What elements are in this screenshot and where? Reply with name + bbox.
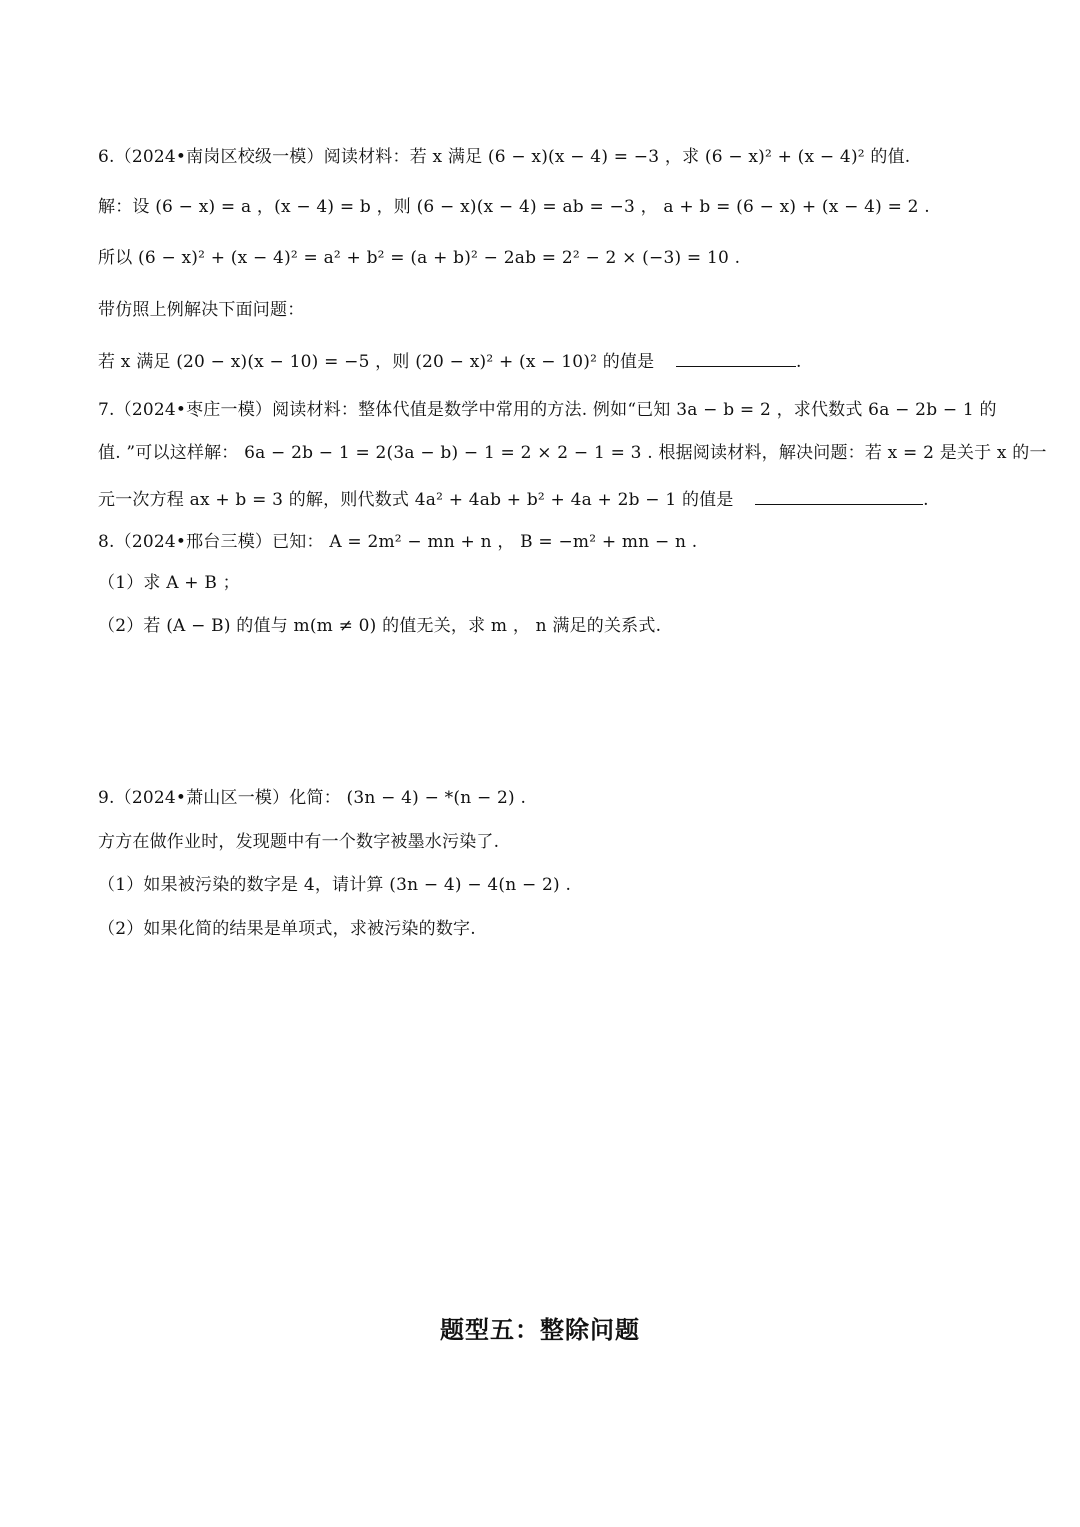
q7-line2: 值. ”可以这样解： 6a − 2b − 1 = 2(3a − b) − 1 = 2 × 2 − 1 = 3 . 根据阅读材料，解决问题：若 x = 2 是关于 x 的一 bbox=[98, 443, 1047, 463]
q8-part1: （1）求 A + B ； bbox=[98, 573, 240, 593]
q7-line3-wrap bbox=[98, 486, 984, 512]
section-title: 题型五：整除问题 bbox=[440, 1316, 640, 1344]
q6-therefore: 所以 (6 − x)² + (x − 4)² = a² + b² = (a + b)² − 2ab = 2² − 2 × (−3) = 10 . bbox=[98, 248, 741, 268]
q9-context: 方方在做作业时，发现题中有一个数字被墨水污染了. bbox=[98, 832, 500, 852]
q6-solution: 解：设 (6 − x) = a ，(x − 4) = b ，则 (6 − x)(x − 4) = ab = −3 ， a + b = (6 − x) + (x − 4) = 2 . bbox=[98, 197, 930, 217]
q7-end: . bbox=[923, 490, 929, 510]
q9-part1: （1）如果被污染的数字是 4，请计算 (3n − 4) − 4(n − 2) . bbox=[98, 875, 572, 895]
q6-instruction: 带仿照上例解决下面问题： bbox=[98, 300, 305, 320]
q8-intro: 8.（2024•邢台三模）已知： A = 2m² − mn + n ， B = −m² + mn − n . bbox=[98, 532, 698, 552]
q6-question-line bbox=[98, 348, 984, 374]
q7-line3: 元一次方程 ax + b = 3 的解，则代数式 4a² + 4ab + b² + 4a + 2b − 1 的值是 bbox=[98, 490, 734, 510]
q7-line1: 7.（2024•枣庄一模）阅读材料：整体代值是数学中常用的方法. 例如“已知 3a − b = 2 ，求代数式 6a − 2b − 1 的 bbox=[98, 400, 997, 420]
q6-question: 若 x 满足 (20 − x)(x − 10) = −5 ，则 (20 − x)² + (x − 10)² 的值是 bbox=[98, 352, 655, 372]
q9-intro: 9.（2024•萧山区一模）化简： (3n − 4) − *(n − 2) . bbox=[98, 788, 527, 808]
q6-end: . bbox=[795, 352, 802, 372]
q7-answer-blank[interactable] bbox=[755, 486, 923, 505]
q6-answer-blank[interactable] bbox=[676, 348, 796, 367]
q6-intro: 6.（2024•南岗区校级一模）阅读材料：若 x 满足 (6 − x)(x − 4) = −3 ，求 (6 − x)² + (x − 4)² 的值. bbox=[98, 147, 911, 167]
q9-part2: （2）如果化简的结果是单项式，求被污染的数字. bbox=[98, 919, 476, 939]
q8-part2: （2）若 (A − B) 的值与 m(m ≠ 0) 的值无关，求 m ， n 满足的关系式. bbox=[98, 616, 662, 636]
